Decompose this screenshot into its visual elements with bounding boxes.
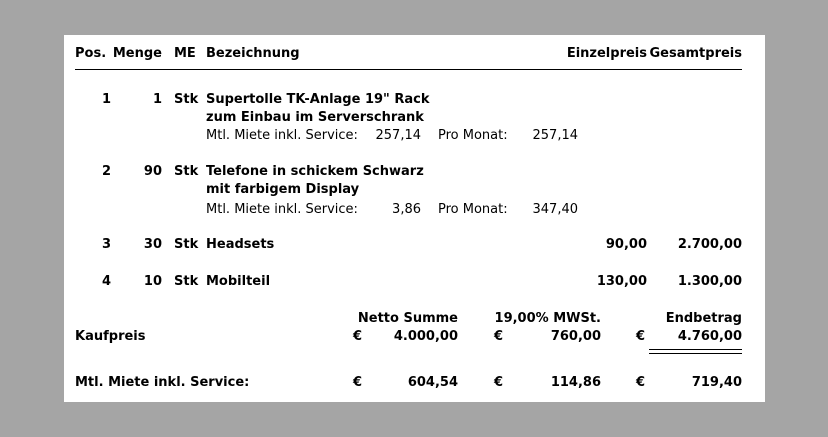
summary-purchase-end: 4.760,00 xyxy=(677,329,742,344)
invoice-sheet xyxy=(64,35,765,402)
item-month-label: Pro Monat: xyxy=(438,202,508,217)
item-me: Stk xyxy=(174,237,199,252)
item-description-line2: mit farbigem Display xyxy=(206,182,360,197)
item-total-price: 2.700,00 xyxy=(677,237,742,252)
item-description: Headsets xyxy=(206,237,275,252)
item-description: Telefone in schickem Schwarz xyxy=(206,164,424,179)
header-einzelpreis: Einzelpreis xyxy=(566,46,647,61)
summary-end-header: Endbetrag xyxy=(665,311,742,326)
summary-rent-label: Mtl. Miete inkl. Service: xyxy=(75,375,250,390)
item-description: Supertolle TK-Anlage 19" Rack xyxy=(206,92,430,107)
total-double-underline xyxy=(649,349,742,354)
item-rent-value: 257,14 xyxy=(375,128,421,143)
item-pos: 1 xyxy=(101,92,111,107)
item-rent-label: Mtl. Miete inkl. Service: xyxy=(206,128,358,143)
summary-purchase-netto: 4.000,00 xyxy=(393,329,458,344)
header-bezeichnung: Bezeichnung xyxy=(206,46,300,61)
currency-symbol: € xyxy=(494,329,504,344)
item-description-line2: zum Einbau im Serverschrank xyxy=(206,110,424,125)
currency-symbol: € xyxy=(353,329,363,344)
item-unit-price: 90,00 xyxy=(605,237,647,252)
item-month-value: 257,14 xyxy=(532,128,578,143)
header-me: ME xyxy=(174,46,196,61)
item-menge: 30 xyxy=(143,237,162,252)
item-me: Stk xyxy=(174,92,199,107)
header-pos: Pos. xyxy=(75,46,107,61)
header-gesamtpreis: Gesamtpreis xyxy=(649,46,742,61)
item-me: Stk xyxy=(174,164,199,179)
header-menge: Menge xyxy=(112,46,162,61)
item-menge: 1 xyxy=(152,92,162,107)
currency-symbol: € xyxy=(494,375,504,390)
currency-symbol: € xyxy=(636,329,646,344)
header-divider xyxy=(75,69,742,70)
summary-rent-end: 719,40 xyxy=(691,375,742,390)
item-rent-label: Mtl. Miete inkl. Service: xyxy=(206,202,358,217)
summary-rent-netto: 604,54 xyxy=(407,375,458,390)
item-menge: 10 xyxy=(143,274,162,289)
item-pos: 3 xyxy=(101,237,111,252)
item-menge: 90 xyxy=(143,164,162,179)
item-total-price: 1.300,00 xyxy=(677,274,742,289)
summary-purchase-mwst: 760,00 xyxy=(550,329,601,344)
item-unit-price: 130,00 xyxy=(596,274,647,289)
item-month-value: 347,40 xyxy=(532,202,578,217)
item-month-label: Pro Monat: xyxy=(438,128,508,143)
currency-symbol: € xyxy=(353,375,363,390)
item-pos: 2 xyxy=(101,164,111,179)
summary-rent-mwst: 114,86 xyxy=(550,375,601,390)
currency-symbol: € xyxy=(636,375,646,390)
summary-purchase-label: Kaufpreis xyxy=(75,329,146,344)
item-me: Stk xyxy=(174,274,199,289)
summary-netto-header: Netto Summe xyxy=(357,311,458,326)
summary-mwst-header: 19,00% MWSt. xyxy=(494,311,601,326)
item-description: Mobilteil xyxy=(206,274,271,289)
item-rent-value: 3,86 xyxy=(392,202,421,217)
item-pos: 4 xyxy=(101,274,111,289)
